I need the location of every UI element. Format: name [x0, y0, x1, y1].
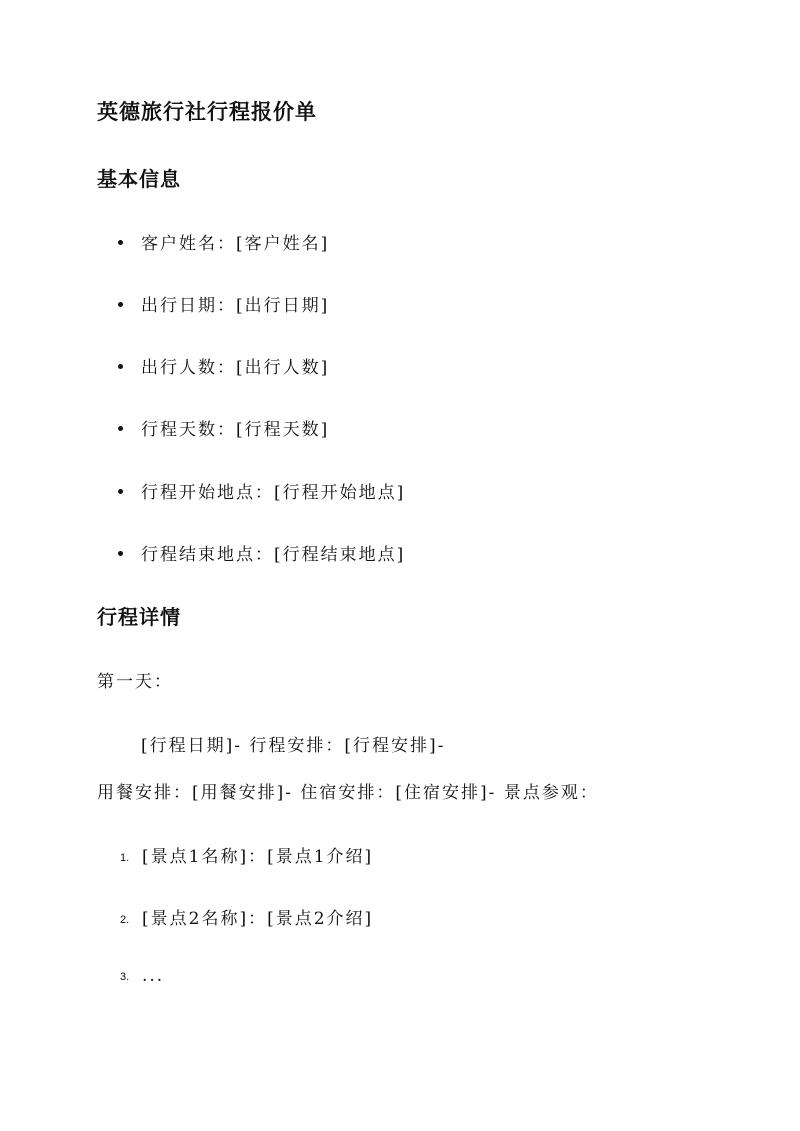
list-number: 3.: [120, 970, 130, 983]
list-item-travel-date: 出行日期：[出行日期]: [118, 291, 329, 316]
list-item-trip-days: 行程天数：[行程天数]: [118, 415, 329, 440]
bullet-icon: [118, 364, 123, 369]
document-title: 英德旅行社行程报价单: [97, 99, 317, 124]
itinerary-paragraph-line-1: [行程日期]- 行程安排：[行程安排]-: [141, 736, 446, 756]
list-item-customer-name: 客户姓名：[客户姓名]: [118, 229, 329, 254]
list-item-start-location: 行程开始地点：[行程开始地点]: [118, 478, 405, 503]
bullet-icon: [118, 240, 123, 245]
bullet-icon: [118, 426, 123, 431]
bullet-icon: [118, 489, 123, 494]
basic-info-heading: 基本信息: [97, 167, 181, 191]
list-item-attraction-2: 2. [景点2名称]：[景点2介绍]: [120, 909, 374, 929]
bullet-icon: [118, 551, 123, 556]
list-number: 1.: [120, 851, 130, 864]
list-item-end-location: 行程结束地点：[行程结束地点]: [118, 540, 405, 565]
day-label: 第一天：: [97, 672, 173, 692]
bullet-icon: [118, 302, 123, 307]
list-number: 2.: [120, 913, 130, 926]
itinerary-heading: 行程详情: [97, 605, 181, 629]
list-item-attraction-1: 1. [景点1名称]：[景点1介绍]: [120, 847, 374, 867]
itinerary-paragraph-line-2: 用餐安排：[用餐安排]- 住宿安排：[住宿安排]- 景点参观：: [97, 783, 599, 803]
list-item-travelers: 出行人数：[出行人数]: [118, 353, 329, 378]
list-item-attraction-3: 3. ...: [120, 966, 165, 986]
